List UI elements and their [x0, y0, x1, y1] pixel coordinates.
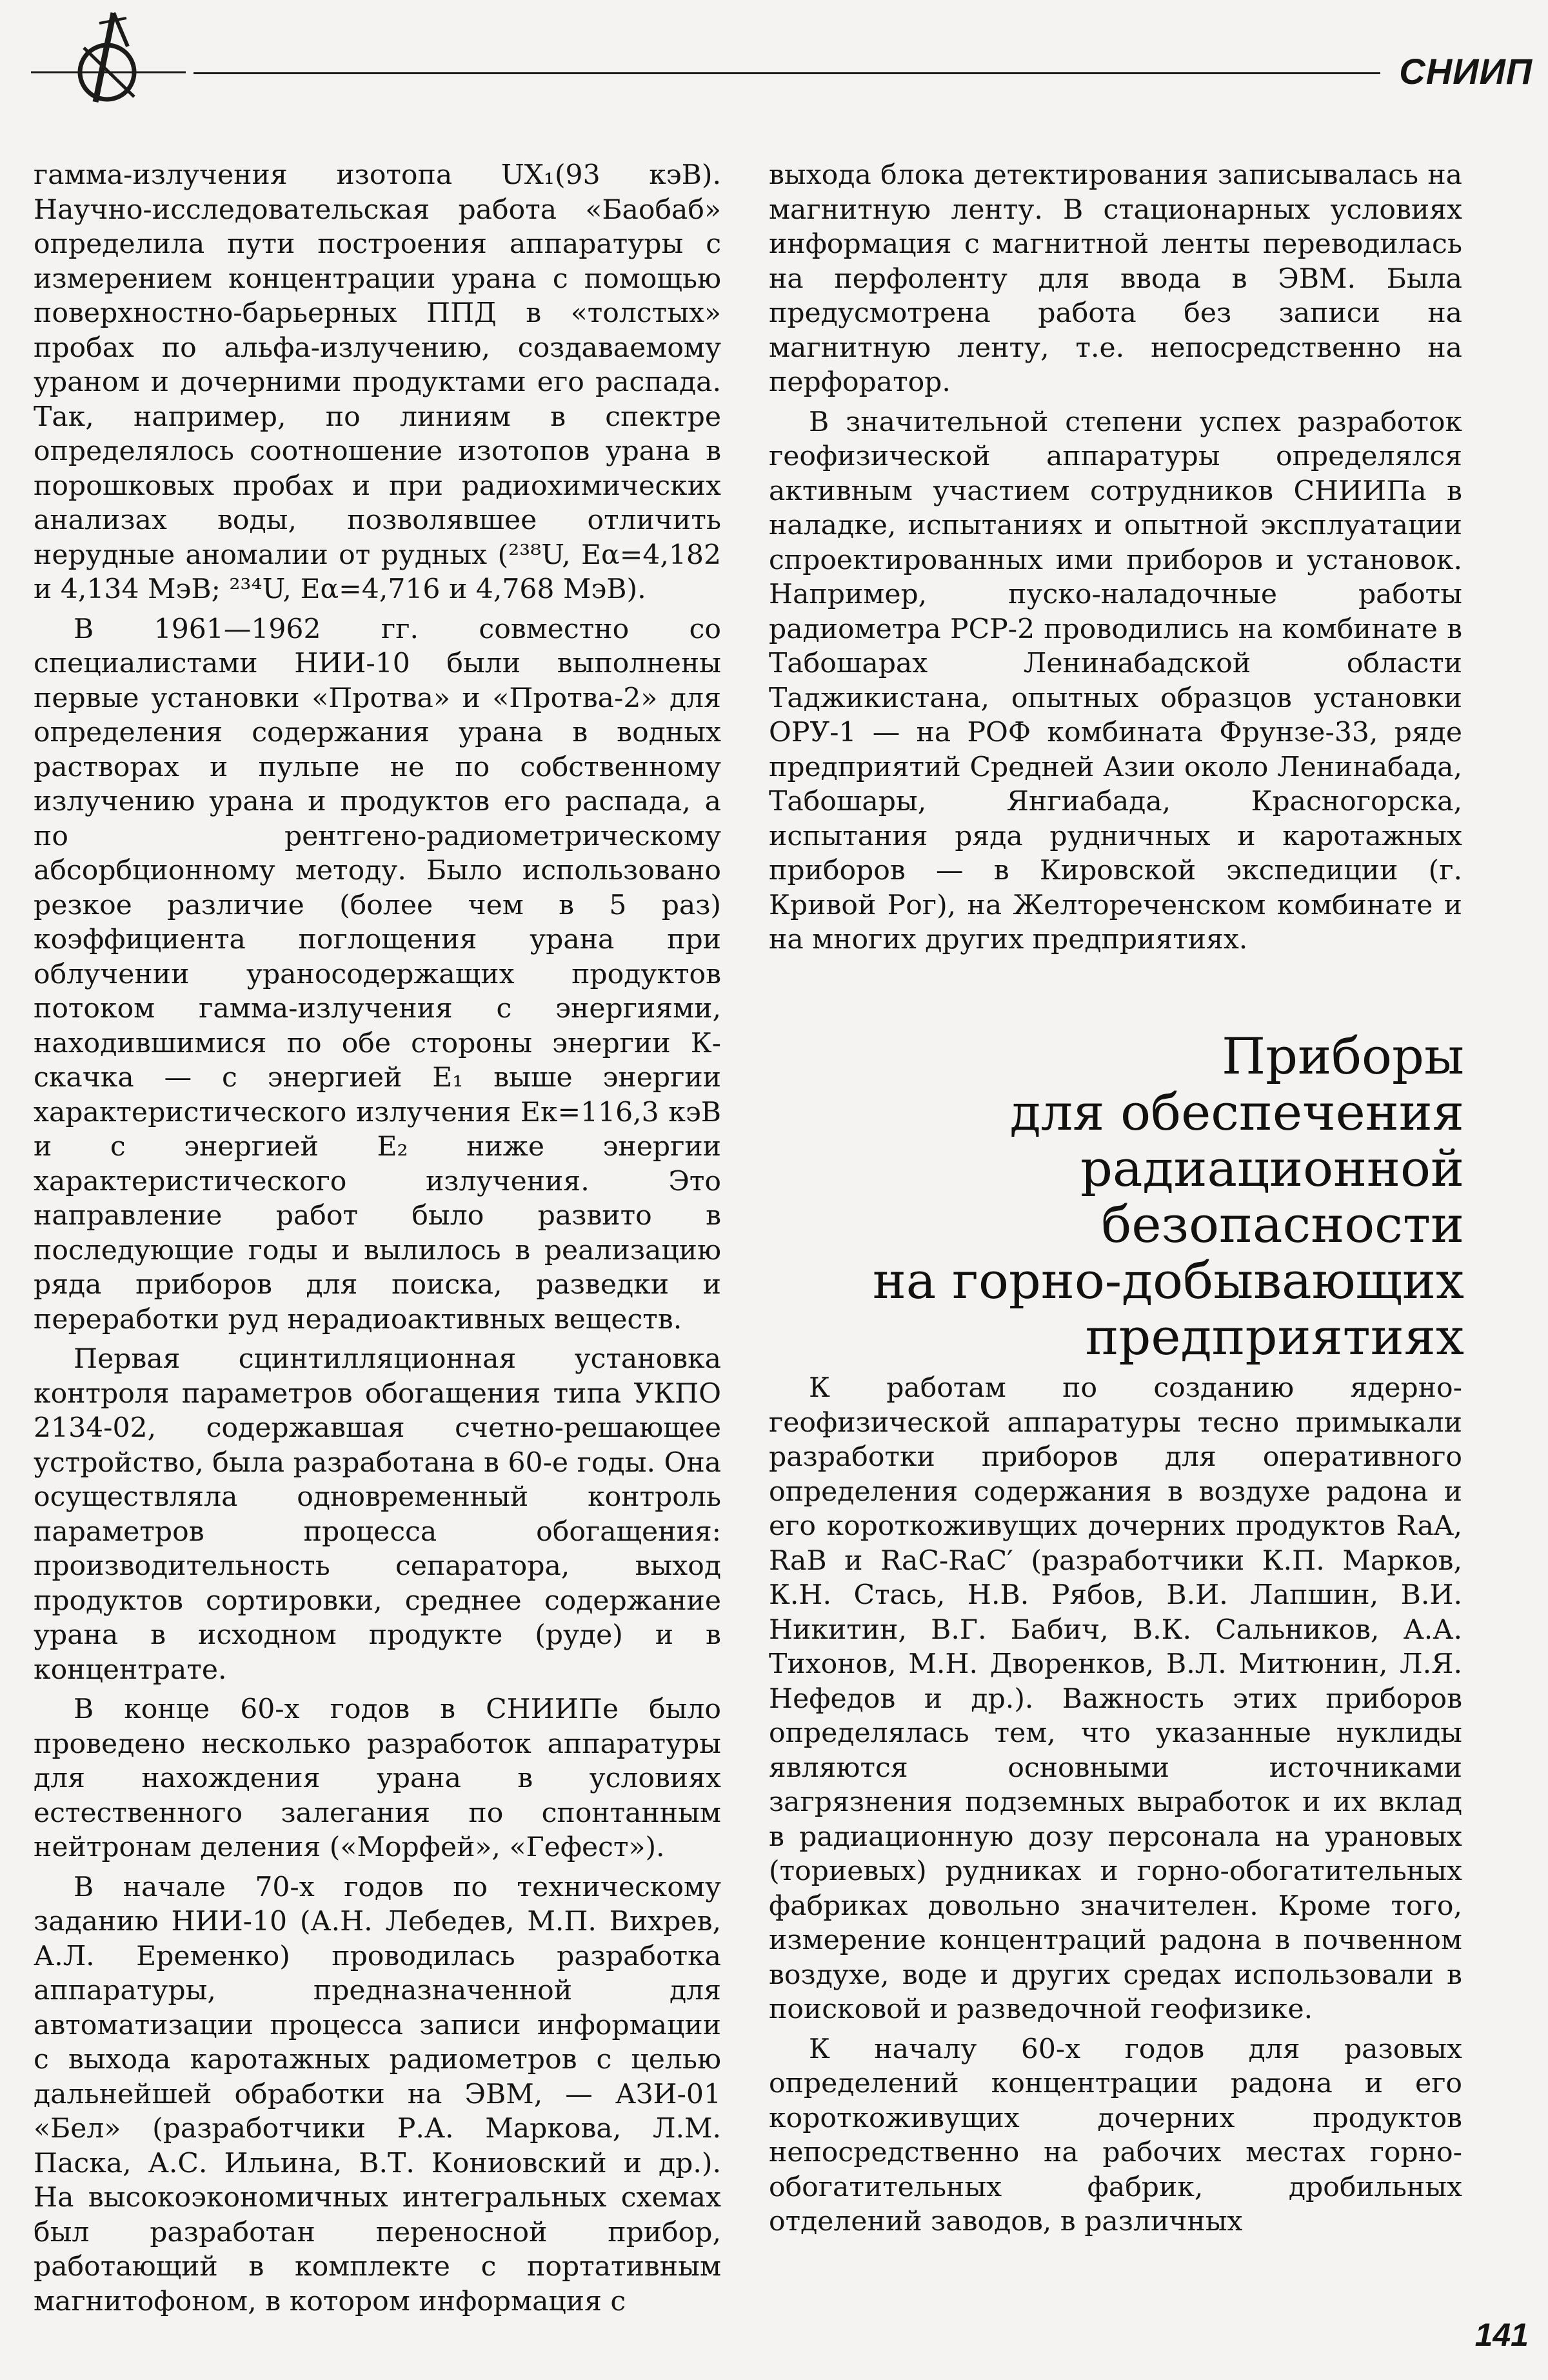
- paragraph: В начале 70-х годов по техническому заданию НИИ-10 (А.Н. Лебедев, М.П. Вихрев, А.Л. Еременко) проводилась разработка аппаратуры, предназначенной для автоматизации процесса записи информации с выхода каротажных радиометров с целью дальнейшей обработки на ЭВМ, — АЗИ-01 «Бел» (разработчики Р.А. Маркова, Л.М. Паска, А.С. Ильина, В.Т. Кониовский и др.). На высокоэкономичных интегральных схемах был разработан переносной прибор, работающий в комплекте с портативным магнитофоном, в котором информация с: [34, 1871, 721, 2317]
- heading-line: безопасности: [1101, 1196, 1464, 1254]
- paragraph: В значительной степени успех разработок геофизической аппаратуры определялся активным участием сотрудников СНИИПа в наладке, испытаниях и опытной эксплуатации спроектированных ими приборов и установок. Например, пуско-наладочные работы радиометра РСР-2 проводились на комбинате в Табошарах Ленинабадской области Таджикистана, опытных образцов установки ОРУ-1 — на РОФ комбината Фрунзе-33, ряде предприятий Средней Азии около Ленинабада, Табошары, Янгиабада, Красногорска, испытания ряда рудничных и каротажных приборов — в Кировской экспедиции (г. Кривой Рог), на Желтореченском комбинате и на многих других предприятиях.: [769, 406, 1462, 955]
- page-number: 141: [1474, 2317, 1529, 2353]
- heading-line: Приборы: [1222, 1028, 1464, 1086]
- left-column: [34, 158, 721, 2324]
- header-rule: [194, 72, 1380, 74]
- paragraph: гамма-излучения изотопа UX₁(93 кэВ). Научно-исследовательская работа «Баобаб» определила пути построения аппаратуры с измерением концентрации урана с помощью поверхностно-барьерных ППД в «толстых» пробах по альфа-излучению, создаваемому ураном и дочерними продуктами его распада. Так, например, по линиям в спектре определялось соотношение изотопов урана в порошковых пробах и при радиохимических анализах воды, позволявшее отличить нерудные аномалии от рудных (²³⁸U, Eα=4,182 и 4,134 МэВ; ²³⁴U, Eα=4,716 и 4,768 МэВ).: [34, 159, 721, 605]
- journal-title: СНИИП: [1399, 51, 1533, 92]
- paragraph: К работам по созданию ядерно-геофизической аппаратуры тесно примыкали разработки приборов для оперативного определения содержания в воздухе радона и его короткоживущих дочерних продуктов RaA, RaB и RaC-RaC′ (разработчики К.П. Марков, К.Н. Стась, Н.В. Рябов, В.И. Лапшин, В.И. Никитин, В.Г. Бабич, В.К. Сальников, А.А. Тихонов, М.Н. Дворенков, В.Л. Митюнин, Л.Я. Нефедов и др.). Важность этих приборов определялась тем, что указанные нуклиды являются основными источниками загрязнения подземных выработок и их вклад в радиационную дозу персонала на урановых (ториевых) рудниках и горно-обогатительных фабриках довольно значителен. Кроме того, измерение концентраций радона в почвенном воздухе, воде и других средах использовали в поисковой и разведочной геофизике.: [769, 1372, 1462, 2025]
- paragraph: В конце 60-х годов в СНИИПе было проведено несколько разработок аппаратуры для нахождения урана в условиях естественного залегания по спонтанным нейтронам деления («Морфей», «Гефест»).: [34, 1694, 721, 1863]
- heading-line: для обеспечения: [1009, 1084, 1464, 1142]
- heading-line: предприятиях: [1085, 1308, 1464, 1366]
- section-heading: [768, 1029, 1464, 1366]
- paragraph: выхода блока детектирования записывалась на магнитную ленту. В стационарных условиях информация с магнитной ленты переводилась на перфоленту для ввода в ЭВМ. Была предусмотрена работа без записи на магнитную ленту, т.е. непосредственно на перфоратор.: [769, 159, 1462, 398]
- paragraph: К началу 60-х годов для разовых определений концентрации радона и его короткоживущих дочерних продуктов непосредственно на рабочих местах горно-обогатительных фабрик, дробильных отделений заводов, в различных: [769, 2033, 1462, 2237]
- snip-logo-icon: [31, 8, 186, 137]
- right-column-bottom: [769, 1371, 1462, 2245]
- paragraph: В 1961—1962 гг. совместно со специалистами НИИ-10 были выполнены первые установки «Протва» и «Протва-2» для определения содержания урана в водных растворах и пульпе не по собственному излучению урана и продуктов его распада, а по рентгено-радиометрическому абсорбционному методу. Было использовано резкое различие (более чем в 5 раз) коэффициента поглощения урана при облучении ураносодержащих продуктов потоком гамма-излучения с энергиями, находившимися по обе стороны энергии К-скачка — с энергией E₁ выше энергии характеристического излучения Eк=116,3 кэВ и с энергией E₂ ниже энергии характеристического излучения. Это направление работ было развито в последующие годы и вылилось в реализацию ряда приборов для поиска, разведки и переработки руд нерадиоактивных веществ.: [34, 613, 721, 1335]
- heading-line: радиационной: [1080, 1140, 1464, 1198]
- paragraph: Первая сцинтилляционная установка контроля параметров обогащения типа УКПО 2134-02, содержавшая счетно-решающее устройство, была разработана в 60-е годы. Она осуществляла одновременный контроль параметров процесса обогащения: производительность сепаратора, выход продуктов сортировки, среднее содержание урана в исходном продукте (руде) и в концентрате.: [34, 1343, 721, 1686]
- heading-line: на горно-добывающих: [872, 1252, 1464, 1310]
- right-column-top: [769, 158, 1462, 963]
